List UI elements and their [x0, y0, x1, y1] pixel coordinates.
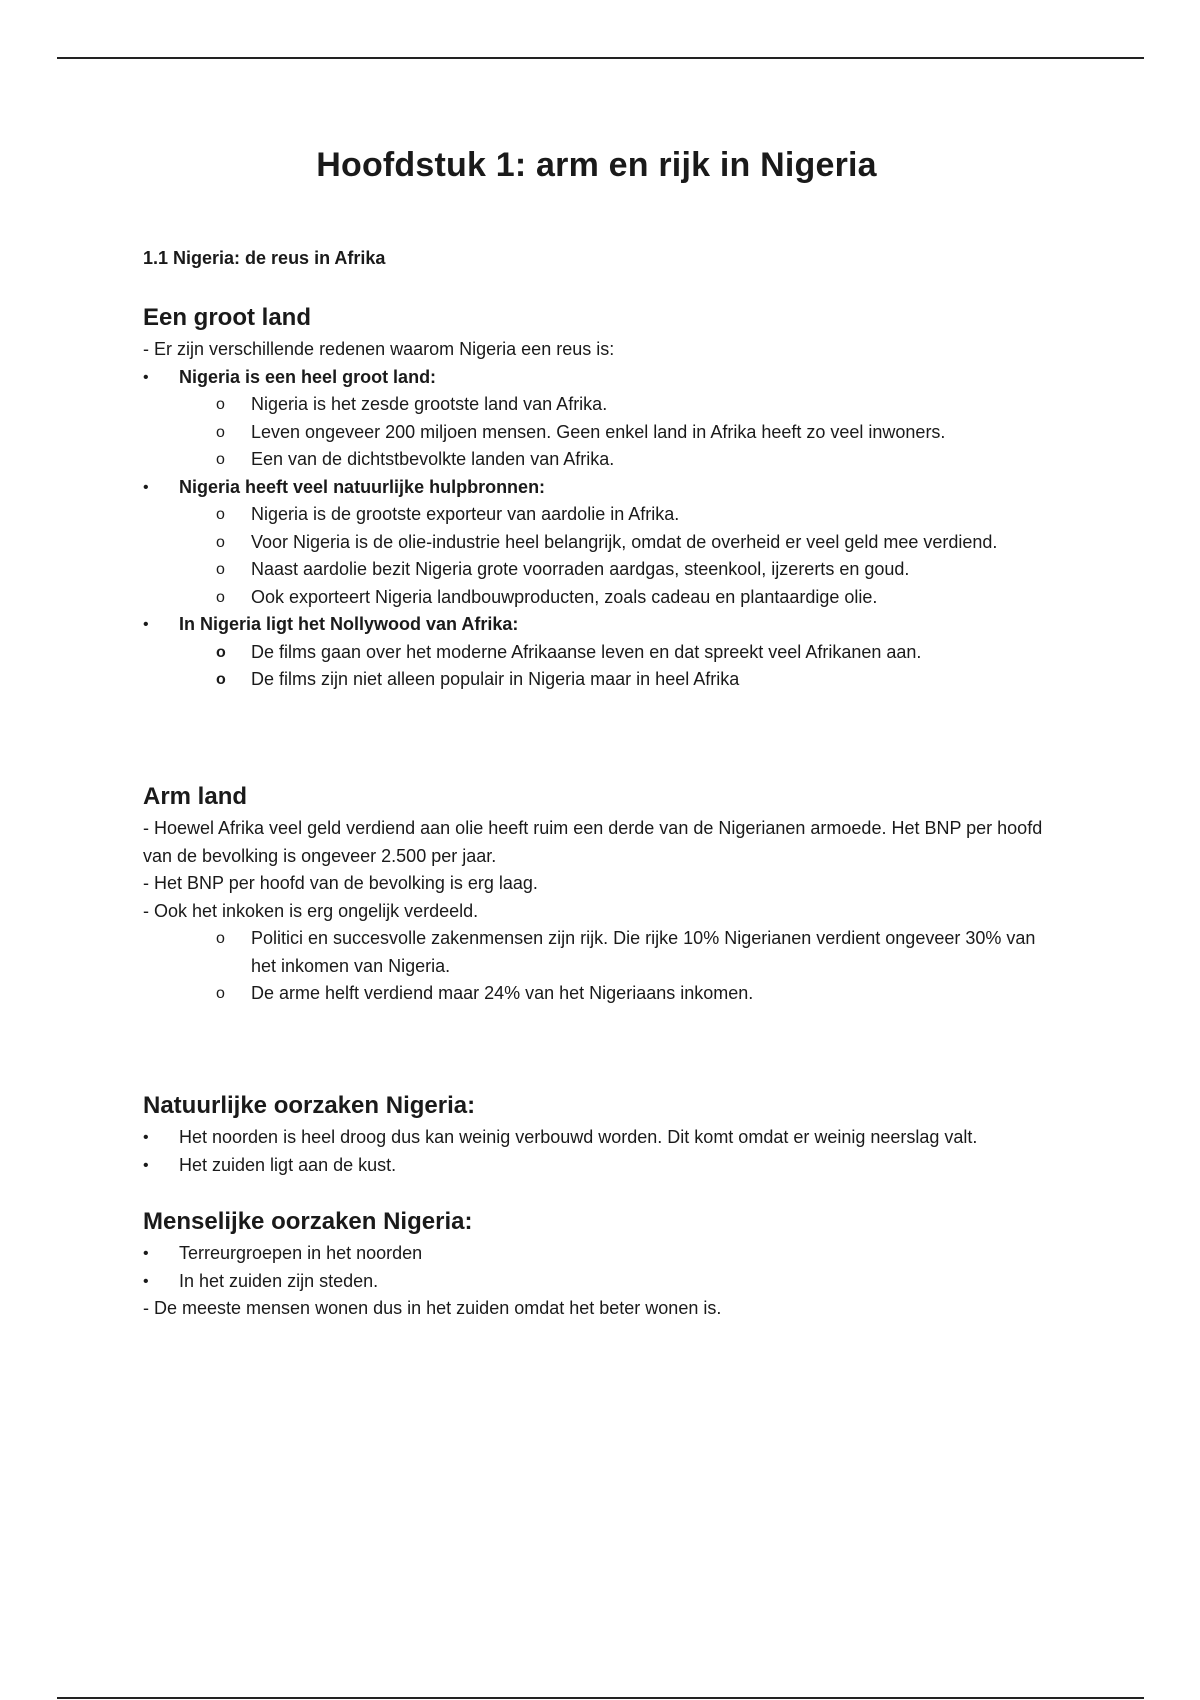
sub-list-item-text: Een van de dichtstbevolkte landen van Afrika.	[251, 449, 615, 469]
bullet-icon: •	[143, 368, 149, 386]
sub-list-item-text: De arme helft verdiend maar 24% van het Nigeriaans inkomen.	[251, 983, 754, 1003]
circle-bullet-icon: o	[216, 985, 225, 1002]
sub-list-item-text: Nigeria is de grootste exporteur van aardolie in Afrika.	[251, 504, 680, 524]
list-item	[143, 1152, 1063, 1180]
list-item	[143, 1124, 1063, 1152]
list-item-label: Nigeria is een heel groot land:	[179, 366, 437, 387]
circle-bullet-icon: o	[216, 533, 225, 551]
sub-list-item	[143, 639, 1063, 667]
circle-bullet-icon: o	[216, 588, 225, 606]
sub-list-item	[143, 666, 1063, 694]
list-item-text: Het zuiden ligt aan de kust.	[179, 1154, 397, 1175]
sub-list-item	[143, 556, 1063, 584]
bullet-icon: •	[143, 616, 149, 633]
list-item-text: Het noorden is heel droog dus kan weinig verbouwd worden. Dit komt omdat er weinig neerslag valt.	[179, 1127, 978, 1147]
circle-bullet-icon: o	[216, 930, 225, 947]
section-natuurlijke-oorzaken	[143, 1090, 1063, 1179]
list-item-text: In het zuiden zijn steden.	[179, 1270, 379, 1291]
sub-list-item	[143, 501, 1063, 529]
circle-bullet-icon: o	[216, 506, 225, 523]
intro-line: - Er zijn verschillende redenen waarom Nigeria een reus is:	[143, 339, 615, 359]
bullet-icon: •	[143, 1272, 149, 1290]
sub-list-item	[143, 925, 1063, 980]
section-arm-land	[143, 781, 1063, 1008]
list-item	[143, 364, 1063, 392]
circle-bullet-icon: o	[216, 423, 225, 441]
list-item	[143, 1268, 1063, 1296]
list-item	[143, 1240, 1063, 1268]
sub-list-item-text: Leven ongeveer 200 miljoen mensen. Geen enkel land in Afrika heeft zo veel inwoners.	[251, 421, 946, 442]
list-item-text: Terreurgroepen in het noorden	[179, 1243, 423, 1263]
list-item	[143, 611, 1063, 639]
circle-bullet-icon: o	[216, 671, 226, 688]
human-causes-list	[143, 1240, 1063, 1295]
sub-list-item-text: De films gaan over het moderne Afrikaanse leven en dat spreekt veel Afrikanen aan.	[251, 641, 922, 662]
sub-list-item	[143, 584, 1063, 612]
sub-list-item-text: Nigeria is het zesde grootste land van Afrika.	[251, 394, 608, 414]
sub-list-item-text: Voor Nigeria is de olie-industrie heel belangrijk, omdat de overheid er veel geld mee verdiend.	[251, 531, 998, 552]
sub-list-item	[143, 980, 1063, 1008]
sub-list-item-text: Naast aardolie bezit Nigeria grote voorraden aardgas, steenkool, ijzererts en goud.	[251, 559, 910, 579]
paragraph-line: - Ook het inkoken is erg ongelijk verdeeld.	[143, 900, 479, 921]
section-menselijke-oorzaken	[143, 1206, 1063, 1323]
heading-natuurlijke-oorzaken: Natuurlijke oorzaken Nigeria:	[143, 1092, 476, 1119]
bullet-icon: •	[143, 1156, 149, 1174]
section-groot-land	[143, 302, 1063, 694]
paragraph-line: - Hoewel Afrika veel geld verdiend aan olie heeft ruim een derde van de Nigerianen armoede. Het BNP per hoofd van de bevolking is ongeveer 2.500 per jaar.	[143, 818, 1043, 866]
sub-list-item-text: De films zijn niet alleen populair in Nigeria maar in heel Afrika	[251, 669, 740, 689]
section-heading: 1.1 Nigeria: de reus in Afrika	[143, 248, 386, 268]
page-bottom-rule	[57, 1697, 1144, 1699]
bullet-icon: •	[143, 1245, 149, 1262]
page-top-rule	[57, 57, 1144, 59]
list-item-label: Nigeria heeft veel natuurlijke hulpbronnen:	[179, 476, 546, 497]
reasons-list	[143, 364, 1063, 694]
circle-bullet-icon: o	[216, 561, 225, 578]
sub-list-item	[143, 391, 1063, 419]
natural-causes-list	[143, 1124, 1063, 1179]
sub-list-item-text: Ook exporteert Nigeria landbouwproducten, zoals cadeau en plantaardige olie.	[251, 586, 878, 607]
list-item	[143, 474, 1063, 502]
heading-menselijke-oorzaken: Menselijke oorzaken Nigeria:	[143, 1208, 473, 1235]
heading-groot-land: Een groot land	[143, 304, 311, 331]
sub-list-item	[143, 419, 1063, 447]
paragraph-line: - Het BNP per hoofd van de bevolking is erg laag.	[143, 873, 538, 893]
bullet-icon: •	[143, 1129, 149, 1146]
circle-bullet-icon: o	[216, 451, 225, 468]
bullet-icon: •	[143, 478, 149, 496]
sub-list-item-text: Politici en succesvolle zakenmensen zijn rijk. Die rijke 10% Nigerianen verdient ongeveer 30% van het inkomen van Nigeria.	[251, 928, 1036, 976]
heading-arm-land: Arm land	[143, 783, 248, 810]
conclusion-line: - De meeste mensen wonen dus in het zuiden omdat het beter wonen is.	[143, 1298, 722, 1318]
circle-bullet-icon: o	[216, 643, 226, 661]
list-item-label: In Nigeria ligt het Nollywood van Afrika:	[179, 614, 519, 634]
page-title: Hoofdstuk 1: arm en rijk in Nigeria	[316, 146, 877, 184]
sub-list-item	[143, 529, 1063, 557]
sub-list-item	[143, 446, 1063, 474]
inequality-list	[143, 925, 1063, 1008]
circle-bullet-icon: o	[216, 396, 225, 413]
